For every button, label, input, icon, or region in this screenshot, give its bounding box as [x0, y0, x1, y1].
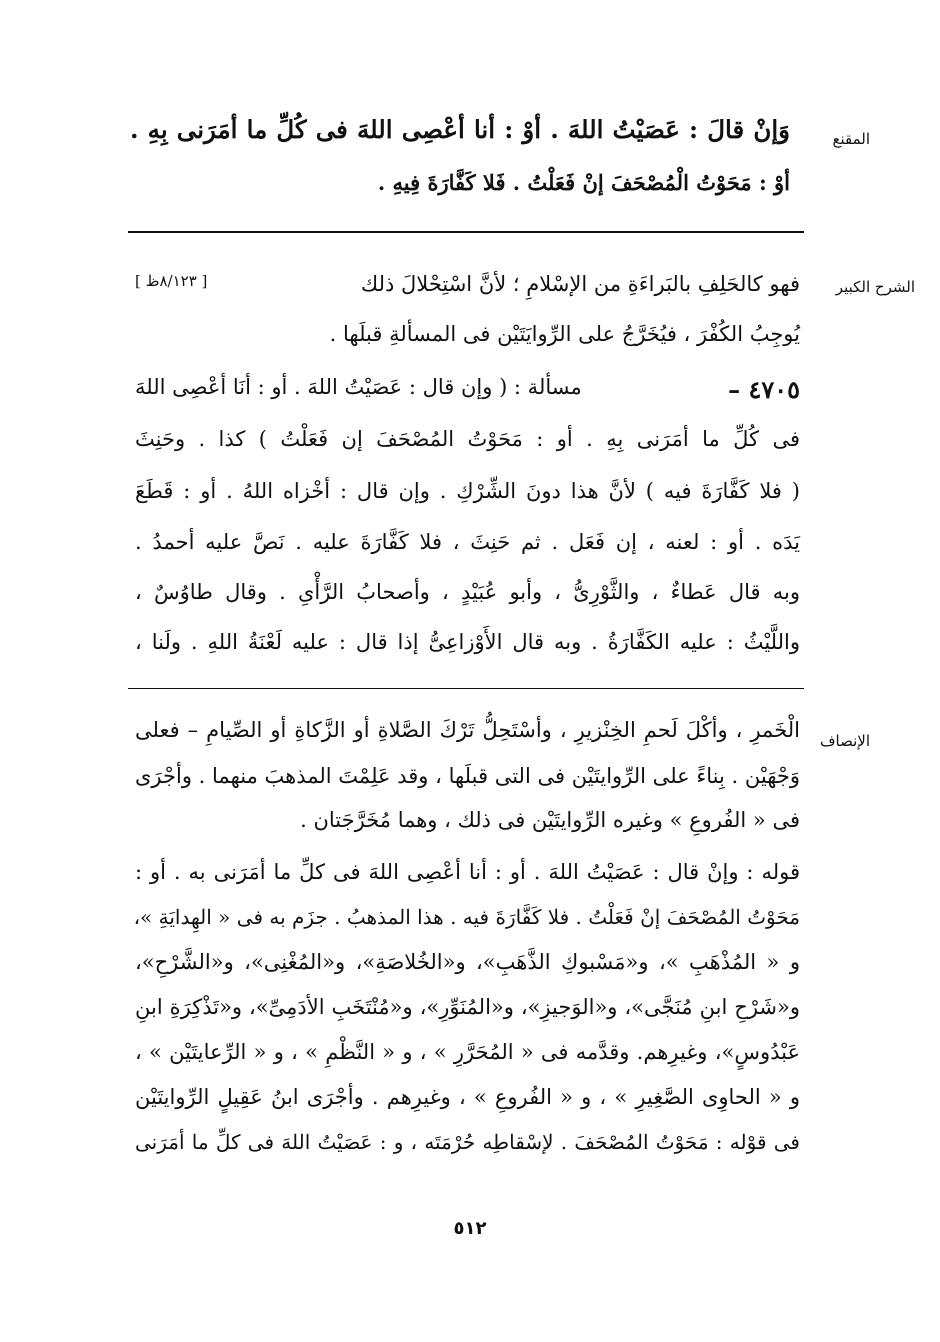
sharh-line-1 [135, 272, 800, 296]
insaf-line-1: الْخَمرِ ، وأكْلَ لَحمِ الخِنْزيرِ ، وأسْتَحِلُّ تَرْكَ الصَّلاةِ أو الزَّكاةِ أو الصِّيامِ – فعلى [135, 718, 800, 742]
sharh-line-5: ( فلا كَفَّارَةَ فيه ) لأنَّ هذا دونَ الشِّرْكِ . وإن قال : أخْزاه اللهُ . أو : قَطَعَ [135, 479, 800, 503]
sharh-label: الشرح الكبير [835, 278, 915, 296]
sharh-line-8: واللَّيْثُ : عليه الكَفَّارَةُ . وبه قال الأَوْزاعِىُّ إذا قال : عليه لَعْنَةُ اللهِ . ولَنا ، [135, 630, 800, 654]
sharh-line-2: يُوجِبُ الكُفْرَ ، فيُخَرَّجُ على الرِّوايَتَيْن فى المسألةِ قبلَها . [329, 322, 800, 346]
insaf-line-4: قوله : وإنْ قال : عَصَيْتُ اللهَ . أو : أنا أعْصِى اللهَ فى كلِّ ما أمَرَنى به . أو : [135, 860, 800, 884]
muqni-label: المقنع [832, 130, 870, 148]
sharh-line-1-text: فهو كالحَلِفِ بالبَراءَةِ من الإسْلامِ ؛ لأنَّ اسْتِحْلالَ ذلك [360, 272, 800, 296]
insaf-line-6: و « المُذْهَبِ »، و«مَسْبوكِ الذَّهَبِ»، و«الخُلاصَةِ»، و«المُغْنِى»، و«الشَّرْحِ»، [135, 950, 800, 974]
insaf-line-7: و«شَرْحِ ابنِ مُنَجَّى»، و«الوَجيزِ»، و«المُنَوِّرِ»، و«مُنْتَخَبِ الأدَمِىِّ»، و«تَذْكِرَةِ ابنِ [135, 995, 800, 1019]
issue-number: ٤٧٠٥ – [728, 375, 800, 404]
insaf-line-8: عَبْدُوسٍ»، وغيرِهم. وقدَّمه فى « المُحَرَّرِ » ، و « النَّظْمِ » ، و « الرِّعايتَيْن » ، [135, 1040, 800, 1064]
folio-reference: [ ٨/١٢٣ظ ] [135, 272, 208, 290]
sharh-line-6: يَدَه . أو : لعنه ، إن فَعَل . ثم حَنِثَ ، فلا كَفَّارَةَ عليه . نَصَّ عليه أحمدُ . [135, 530, 800, 554]
sharh-line-3-text: مسألة : ( وإن قال : عَصَيْتُ اللهَ . أو : أنَا أعْصِى اللهَ [135, 375, 582, 399]
sharh-section [0, 240, 940, 680]
insaf-line-2: وَجْهَيْن . بِناءً على الرِّوايتَيْن فى التى قبلَها ، وقد عَلِمْتَ المذهبَ منهما . وأجْرَى [135, 764, 800, 788]
muqni-line-1: وَإنْ قالَ : عَصَيْتُ اللهَ . أوْ : أنا أعْصِى اللهَ فى كُلِّ ما أمَرَنى بِهِ . [130, 115, 790, 144]
sharh-divider [128, 688, 804, 689]
insaf-line-5: مَحَوْتُ المُصْحَفَ إنْ فَعَلْتُ . فلا كَفَّارَةَ فيه . هذا المذهبُ . جزَم به فى « الهِدايَةِ »، [133, 905, 800, 929]
insaf-section [0, 690, 940, 1190]
muqni-divider [128, 231, 804, 233]
insaf-line-10: فى قوْله : مَحَوْتُ المُصْحَفَ . لإسْقاطِه حُرْمَتَه ، و : عَصَيْتُ اللهَ فى كلِّ ما أمَرَنى [135, 1130, 800, 1154]
insaf-line-3: فى « الفُروعِ » وغيره الرِّوايتَيْن فى ذلك ، وهما مُخَرَّجَتان . [300, 808, 800, 832]
muqni-line-2: أوْ : مَحَوْتُ الْمُصْحَفَ إنْ فَعَلْتُ . فَلا كَفَّارَةَ فِيهِ . [377, 170, 790, 195]
muqni-section [0, 0, 940, 240]
insaf-line-9: و « الحاوِى الصَّغِيرِ » ، و « الفُروعِ » ، وغيرِهم . وأجْرَى ابنُ عَقِيلٍ الرِّوايتَيْن [135, 1085, 800, 1109]
sharh-line-3 [135, 375, 800, 404]
insaf-label: الإنصاف [819, 732, 870, 750]
sharh-line-7: وبه قال عَطاءٌ ، والثَّوْرِىُّ ، وأبو عُبَيْدٍ ، وأصحابُ الرَّأْىِ . وقال طاوُسٌ ، [135, 580, 800, 604]
sharh-line-4: فى كُلِّ ما أمَرَنى بِهِ . أو : مَحَوْتُ المُصْحَفَ إن فَعَلْتُ ) كذا . وحَنِثَ [135, 427, 800, 451]
page-number: ٥١٢ [453, 1218, 487, 1239]
